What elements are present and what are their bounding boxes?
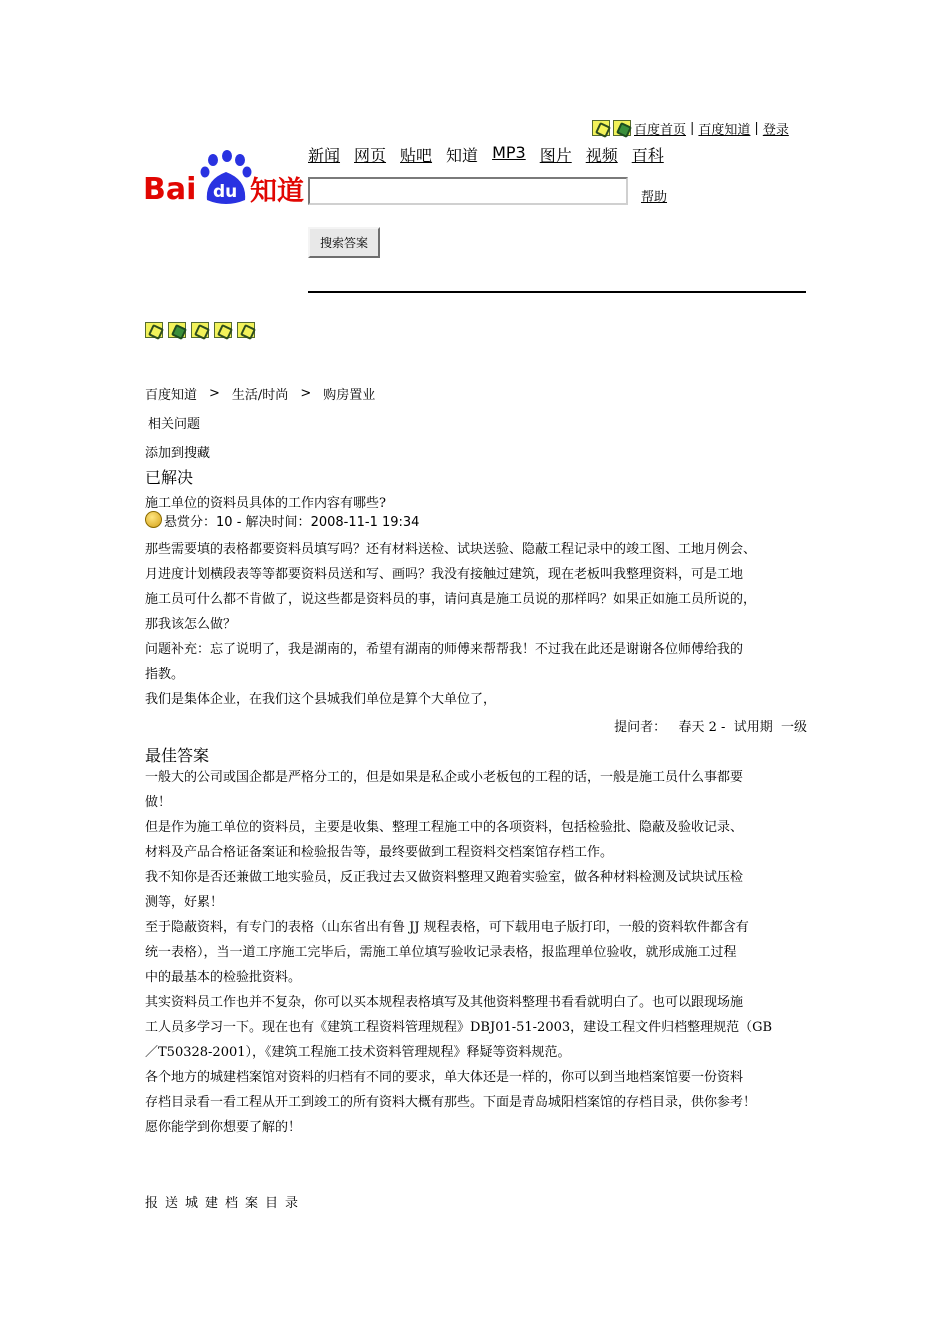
nav-item-zhidao[interactable]: 知道 <box>446 146 479 165</box>
asker-name[interactable]: 春天 2 - <box>678 720 726 735</box>
separator: | <box>690 120 695 136</box>
login-link[interactable]: 登录 <box>762 122 789 138</box>
question-meta <box>145 510 419 535</box>
breadcrumb-separator: > <box>209 386 220 401</box>
related-questions-link[interactable]: 相关问题 <box>148 417 201 432</box>
answer-line: 各个地方的城建档案馆对资料的归档有不同的要求，单大体还是一样的，你可以到当地档案馆要一份资料 <box>145 1070 744 1085</box>
search-answer-button[interactable]: 搜索答案 <box>308 227 380 258</box>
divider <box>308 291 806 293</box>
archive-list-title: 报送城建档案目录 <box>145 1196 306 1211</box>
question-line: 问题补充：忘了说明了，我是湖南的，希望有湖南的师傅来帮帮我！不过我在此还是谢谢各位师傅给我的 <box>145 642 744 657</box>
meta-dash: - <box>236 515 242 530</box>
nav-bar <box>308 143 664 166</box>
asker-info <box>614 716 807 735</box>
best-answer-heading: 最佳答案 <box>145 746 210 765</box>
toolbar-icon[interactable] <box>145 322 163 338</box>
toolbar-icon-row <box>145 322 255 338</box>
separator: | <box>754 120 759 136</box>
question-line: 那些需要填的表格都要资料员填写吗？还有材料送检、试块送验、隐蔽工程记录中的竣工图、工地月例会、 <box>145 542 757 557</box>
question-line: 施工员可什么都不肯做了，说这些都是资料员的事，请问真是施工员说的那样吗？如果正如施工员所说的， <box>145 592 757 607</box>
time-label: 解决时间： <box>245 515 311 530</box>
breadcrumb-separator: > <box>300 386 312 401</box>
question-body <box>145 537 809 712</box>
answer-line: 至于隐蔽资料，有专门的表格（山东省出有鲁 JJ 规程表格，可下载用电子版打印，一般的资料软件都含有 <box>145 920 749 935</box>
question-line: 指教。 <box>145 667 185 682</box>
answer-line: 工人员多学习一下。现在也有《建筑工程资料管理规程》DBJ01-51-2003，建设工程文件归档整理规范（GB <box>145 1020 773 1035</box>
answer-line: 我不知你是否还兼做工地实验员，反正我过去又做资料整理又跑着实验室，做各种材料检测及试块试压检 <box>145 870 744 885</box>
toolbar-icon[interactable] <box>191 322 209 338</box>
coin-icon <box>145 511 162 528</box>
asker-level: 一级 <box>780 720 807 735</box>
asker-label: 提问者： <box>614 720 667 735</box>
answer-line: 统一表格），当一道工序施工完毕后，需施工单位填写验收记录表格，报监理单位验收，就形成施工过程 <box>145 945 737 960</box>
question-title: 施工单位的资料员具体的工作内容有哪些? <box>145 496 386 511</box>
answer-line: 材料及产品合格证备案证和检验报告等，最终要做到工程资料交档案馆存档工作。 <box>145 845 614 860</box>
baidu-zhidao-logo[interactable] <box>143 150 308 206</box>
question-line: 我们是集体企业，在我们这个县城我们单位是算个大单位了， <box>145 692 497 707</box>
breadcrumb <box>145 384 375 403</box>
reward-label: 悬赏分： <box>164 515 217 530</box>
nav-item-tieba[interactable]: 贴吧 <box>400 146 433 165</box>
top-links <box>592 117 789 139</box>
logo-zhidao-text: 知道 <box>250 176 304 206</box>
answer-line: 存档目录看一看工程从开工到竣工的所有资料大概有那些。下面是青岛城阳档案馆的存档目录，供你参考！ <box>145 1095 757 1110</box>
nav-item-images[interactable]: 图片 <box>539 146 572 165</box>
question-line: 那我该怎么做？ <box>145 617 237 632</box>
breadcrumb-item[interactable]: 购房置业 <box>323 388 376 403</box>
toolbar-icon[interactable] <box>168 322 186 338</box>
nav-item-mp3[interactable]: MP3 <box>492 143 526 162</box>
answer-line: 中的最基本的检验批资料。 <box>145 970 302 985</box>
help-link[interactable]: 帮助 <box>641 190 668 205</box>
logo-du-text: du <box>213 182 238 202</box>
breadcrumb-item[interactable]: 生活/时尚 <box>231 388 289 403</box>
zhidao-link[interactable]: 百度知道 <box>698 122 751 138</box>
toolbar-icon[interactable] <box>214 322 232 338</box>
status-solved: 已解决 <box>145 468 194 487</box>
nav-item-baike[interactable]: 百科 <box>631 146 664 165</box>
answer-line: 做！ <box>145 795 172 810</box>
nav-item-video[interactable]: 视频 <box>585 146 618 165</box>
solve-time: 2008-11-1 19:34 <box>310 515 420 530</box>
breadcrumb-item[interactable]: 百度知道 <box>145 388 198 403</box>
search-input[interactable] <box>308 177 628 205</box>
question-line: 月进度计划横段表等等都要资料员送和写、画吗？我没有接触过建筑，现在老板叫我整理资料，可是工地 <box>145 567 744 582</box>
asker-role: 试用期 <box>733 720 773 735</box>
answer-line: 一般大的公司或国企都是严格分工的，但是如果是私企或小老板包的工程的话，一般是施工员什么事都要 <box>145 770 744 785</box>
answer-line: 其实资料员工作也并不复杂，你可以买本规程表格填写及其他资料整理书看看就明白了。也可以跟现场施 <box>145 995 744 1010</box>
nav-item-news[interactable]: 新闻 <box>308 146 341 165</box>
toolbar-icon[interactable] <box>613 120 631 136</box>
logo-bai-text: Bai <box>143 172 197 206</box>
answer-line: 测等，好累！ <box>145 895 224 910</box>
home-link[interactable]: 百度首页 <box>634 122 687 138</box>
toolbar-icon[interactable] <box>592 120 610 136</box>
answer-line: 但是作为施工单位的资料员，主要是收集、整理工程施工中的各项资料，包括检验批、隐蔽及验收记录、 <box>145 820 744 835</box>
answer-body <box>145 765 809 1140</box>
answer-line: ／T50328-2001），《建筑工程施工技术资料管理规程》释疑等资料规范。 <box>145 1045 571 1060</box>
nav-item-web[interactable]: 网页 <box>354 146 387 165</box>
add-favorite-link[interactable]: 添加到搜藏 <box>145 446 211 461</box>
toolbar-icon[interactable] <box>237 322 255 338</box>
reward-value: 10 <box>216 515 233 530</box>
answer-line: 愿你能学到你想要了解的！ <box>145 1120 302 1135</box>
